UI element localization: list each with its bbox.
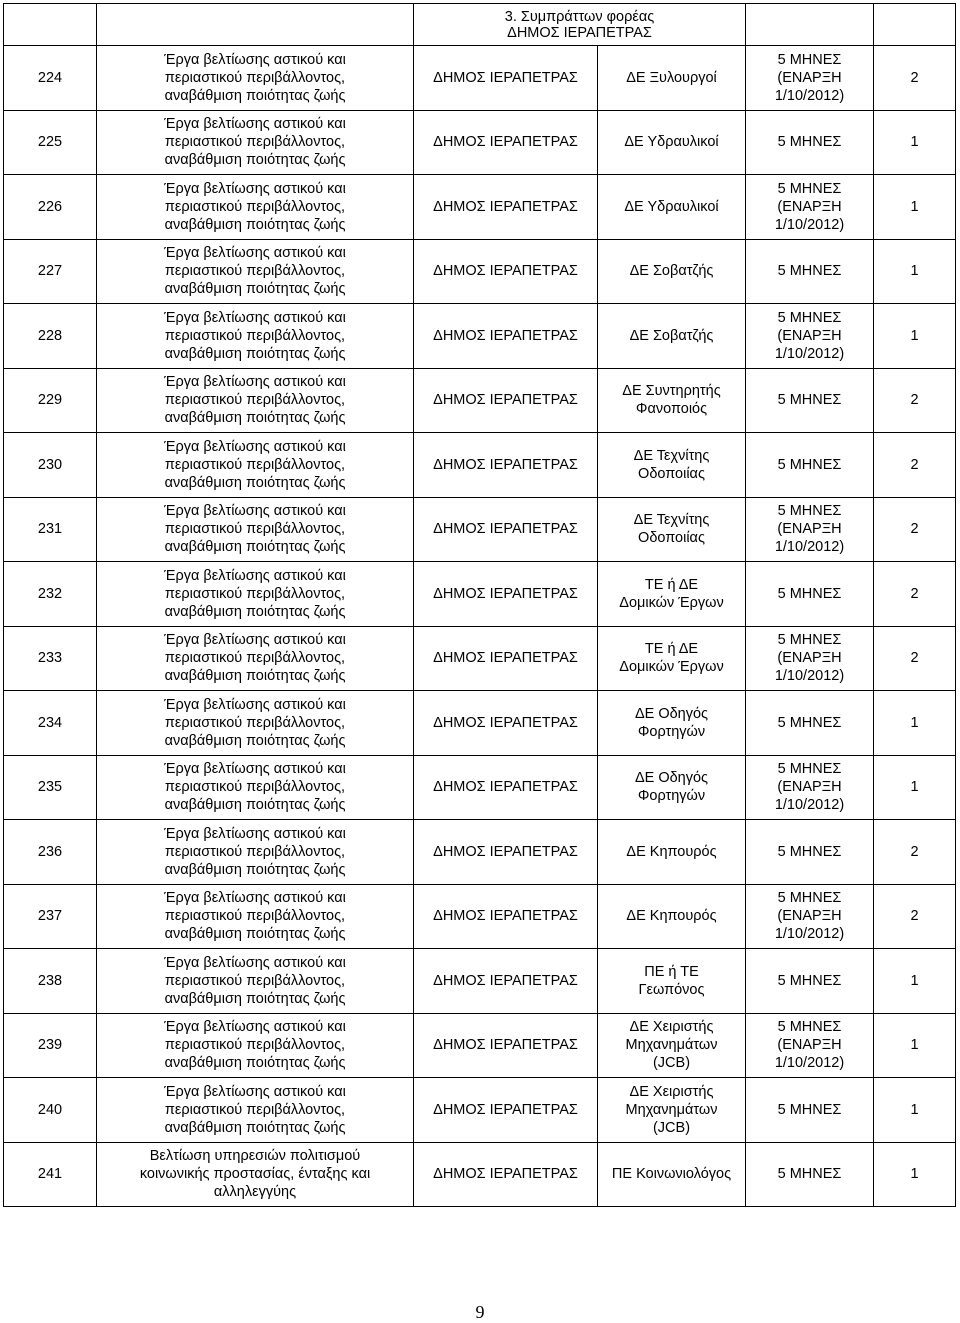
row-number: 237 — [4, 884, 97, 949]
row-duration-line: (ΕΝΑΡΞΗ — [777, 1037, 842, 1054]
row-duration-line: 1/10/2012) — [774, 87, 845, 104]
row-description-line: περιαστικού περιβάλλοντος, — [164, 585, 346, 602]
table-row — [4, 949, 956, 1014]
table-row — [4, 626, 956, 691]
row-specialty — [598, 691, 746, 756]
row-duration — [746, 497, 874, 562]
row-specialty-line: Δομικών Έργων — [619, 594, 724, 611]
row-specialty-line: ΔΕ Χειριστής — [629, 1083, 714, 1100]
row-duration-line: (ΕΝΑΡΞΗ — [777, 650, 842, 667]
row-count: 2 — [874, 562, 956, 627]
row-description — [97, 691, 414, 756]
row-duration-line: (ΕΝΑΡΞΗ — [777, 69, 842, 86]
row-specialty — [598, 626, 746, 691]
row-description-line: περιαστικού περιβάλλοντος, — [164, 521, 346, 538]
row-description — [97, 820, 414, 885]
header-cell-num — [4, 4, 97, 46]
row-description-line: αναβάθμιση ποιότητας ζωής — [164, 861, 346, 878]
row-description — [97, 884, 414, 949]
row-duration — [746, 368, 874, 433]
row-count: 2 — [874, 497, 956, 562]
row-description — [97, 433, 414, 498]
row-organization: ΔΗΜΟΣ ΙΕΡΑΠΕΤΡΑΣ — [414, 46, 598, 111]
row-specialty-line: Γεωπόνος — [638, 981, 705, 998]
row-duration-line: 5 ΜΗΝΕΣ — [777, 714, 842, 731]
row-description-line: αναβάθμιση ποιότητας ζωής — [164, 345, 346, 362]
row-description-line: Έργα βελτίωσης αστικού και — [164, 825, 346, 842]
row-specialty-line: Φανοποιός — [635, 401, 708, 418]
row-duration — [746, 755, 874, 820]
row-specialty — [598, 368, 746, 433]
row-specialty-line: ΔΕ Οδηγός — [634, 770, 709, 787]
row-duration-line: 5 ΜΗΝΕΣ — [777, 585, 842, 602]
row-specialty-line: ΠΕ Κοινωνιολόγος — [611, 1166, 732, 1183]
table-row — [4, 497, 956, 562]
row-duration-line: 5 ΜΗΝΕΣ — [777, 1166, 842, 1183]
row-description — [97, 562, 414, 627]
row-number: 230 — [4, 433, 97, 498]
row-duration-line: 1/10/2012) — [774, 668, 845, 685]
row-organization: ΔΗΜΟΣ ΙΕΡΑΠΕΤΡΑΣ — [414, 949, 598, 1014]
row-description — [97, 949, 414, 1014]
row-description — [97, 626, 414, 691]
row-specialty — [598, 1142, 746, 1207]
row-specialty-line: Μηχανημάτων — [625, 1037, 718, 1054]
row-specialty-line: ΔΕ Οδηγός — [634, 705, 709, 722]
row-specialty — [598, 949, 746, 1014]
row-duration-line: 1/10/2012) — [774, 926, 845, 943]
row-description-line: αναβάθμιση ποιότητας ζωής — [164, 668, 346, 685]
header-line-2: ΔΗΜΟΣ ΙΕΡΑΠΕΤΡΑΣ — [507, 24, 652, 41]
row-duration — [746, 884, 874, 949]
row-duration-line: 5 ΜΗΝΕΣ — [777, 503, 842, 520]
table-row — [4, 562, 956, 627]
row-count: 1 — [874, 175, 956, 240]
row-count: 1 — [874, 1013, 956, 1078]
row-description-line: Έργα βελτίωσης αστικού και — [164, 761, 346, 778]
row-duration-line: (ΕΝΑΡΞΗ — [777, 521, 842, 538]
row-count: 2 — [874, 626, 956, 691]
row-duration-line: 5 ΜΗΝΕΣ — [777, 632, 842, 649]
row-duration-line: 5 ΜΗΝΕΣ — [777, 263, 842, 280]
table-row — [4, 1013, 956, 1078]
row-count: 1 — [874, 755, 956, 820]
row-duration-line: 5 ΜΗΝΕΣ — [777, 51, 842, 68]
row-number: 241 — [4, 1142, 97, 1207]
table-row — [4, 691, 956, 756]
row-duration-line: 5 ΜΗΝΕΣ — [777, 1019, 842, 1036]
row-description — [97, 110, 414, 175]
row-description — [97, 175, 414, 240]
row-duration — [746, 820, 874, 885]
row-description — [97, 304, 414, 369]
header-line-1: 3. Συμπράττων φορέας — [504, 8, 655, 25]
row-description-line: Έργα βελτίωσης αστικού και — [164, 954, 346, 971]
row-description-line: κοινωνικής προστασίας, ένταξης και — [139, 1166, 371, 1183]
row-description-line: Έργα βελτίωσης αστικού και — [164, 1019, 346, 1036]
row-specialty-line: ΔΕ Τεχνίτης — [633, 512, 710, 529]
table-body — [4, 4, 956, 1207]
row-specialty — [598, 433, 746, 498]
row-duration-line: 5 ΜΗΝΕΣ — [777, 134, 842, 151]
row-description-line: περιαστικού περιβάλλοντος, — [164, 908, 346, 925]
row-duration-line: (ΕΝΑΡΞΗ — [777, 908, 842, 925]
table-row — [4, 433, 956, 498]
row-description-line: αναβάθμιση ποιότητας ζωής — [164, 603, 346, 620]
row-description-line: περιαστικού περιβάλλοντος, — [164, 392, 346, 409]
row-duration-line: (ΕΝΑΡΞΗ — [777, 198, 842, 215]
row-count: 1 — [874, 1078, 956, 1143]
row-number: 228 — [4, 304, 97, 369]
row-description-line: αναβάθμιση ποιότητας ζωής — [164, 797, 346, 814]
row-description-line: αναβάθμιση ποιότητας ζωής — [164, 732, 346, 749]
row-duration-line: 1/10/2012) — [774, 797, 845, 814]
row-number: 240 — [4, 1078, 97, 1143]
row-duration-line: 5 ΜΗΝΕΣ — [777, 180, 842, 197]
row-specialty-line: ΔΕ Σοβατζής — [629, 327, 714, 344]
row-description-line: περιαστικού περιβάλλοντος, — [164, 198, 346, 215]
row-number: 226 — [4, 175, 97, 240]
table-row — [4, 755, 956, 820]
row-specialty-line: ΔΕ Ξυλουργοί — [626, 69, 717, 86]
row-organization: ΔΗΜΟΣ ΙΕΡΑΠΕΤΡΑΣ — [414, 110, 598, 175]
row-specialty-line: ΤΕ ή ΔΕ — [644, 576, 699, 593]
row-specialty — [598, 175, 746, 240]
row-description-line: αναβάθμιση ποιότητας ζωής — [164, 1119, 346, 1136]
row-organization: ΔΗΜΟΣ ΙΕΡΑΠΕΤΡΑΣ — [414, 1142, 598, 1207]
row-description-line: Έργα βελτίωσης αστικού και — [164, 567, 346, 584]
row-specialty-line: Οδοποιίας — [638, 465, 705, 482]
row-description-line: περιαστικού περιβάλλοντος, — [164, 779, 346, 796]
row-duration-line: 5 ΜΗΝΕΣ — [777, 1101, 842, 1118]
row-duration — [746, 433, 874, 498]
row-organization: ΔΗΜΟΣ ΙΕΡΑΠΕΤΡΑΣ — [414, 820, 598, 885]
row-duration-line: (ΕΝΑΡΞΗ — [777, 327, 842, 344]
row-organization: ΔΗΜΟΣ ΙΕΡΑΠΕΤΡΑΣ — [414, 497, 598, 562]
row-duration-line: 5 ΜΗΝΕΣ — [777, 972, 842, 989]
row-duration — [746, 1013, 874, 1078]
row-description — [97, 1078, 414, 1143]
row-specialty — [598, 884, 746, 949]
positions-table — [3, 3, 956, 1207]
table-row — [4, 1078, 956, 1143]
row-description-line: Έργα βελτίωσης αστικού και — [164, 245, 346, 262]
row-description-line: περιαστικού περιβάλλοντος, — [164, 1037, 346, 1054]
row-duration — [746, 949, 874, 1014]
row-description-line: περιαστικού περιβάλλοντος, — [164, 1101, 346, 1118]
row-specialty-line: ΔΕ Χειριστής — [629, 1019, 714, 1036]
row-count: 1 — [874, 239, 956, 304]
row-description-line: αναβάθμιση ποιότητας ζωής — [164, 281, 346, 298]
row-organization: ΔΗΜΟΣ ΙΕΡΑΠΕΤΡΑΣ — [414, 562, 598, 627]
row-duration — [746, 110, 874, 175]
row-description-line: Έργα βελτίωσης αστικού και — [164, 116, 346, 133]
row-description-line: αναβάθμιση ποιότητας ζωής — [164, 926, 346, 943]
row-count: 1 — [874, 691, 956, 756]
row-description-line: Έργα βελτίωσης αστικού και — [164, 632, 346, 649]
row-specialty-line: (JCB) — [652, 1119, 691, 1136]
row-description — [97, 46, 414, 111]
row-specialty-line: ΔΕ Τεχνίτης — [633, 447, 710, 464]
row-description-line: αναβάθμιση ποιότητας ζωής — [164, 410, 346, 427]
row-number: 229 — [4, 368, 97, 433]
row-number: 232 — [4, 562, 97, 627]
row-description-line: περιαστικού περιβάλλοντος, — [164, 263, 346, 280]
row-number: 227 — [4, 239, 97, 304]
row-specialty-line: ΔΕ Υδραυλικοί — [624, 134, 719, 151]
row-specialty — [598, 562, 746, 627]
row-description-line: Έργα βελτίωσης αστικού και — [164, 696, 346, 713]
row-duration — [746, 691, 874, 756]
row-specialty-line: ΠΕ ή ΤΕ — [644, 963, 699, 980]
row-description-line: Έργα βελτίωσης αστικού και — [164, 1083, 346, 1100]
row-specialty — [598, 1078, 746, 1143]
row-description-line: περιαστικού περιβάλλοντος, — [164, 327, 346, 344]
row-count: 2 — [874, 368, 956, 433]
row-organization: ΔΗΜΟΣ ΙΕΡΑΠΕΤΡΑΣ — [414, 884, 598, 949]
row-specialty — [598, 239, 746, 304]
row-duration-line: 1/10/2012) — [774, 1055, 845, 1072]
row-duration-line: 5 ΜΗΝΕΣ — [777, 456, 842, 473]
row-specialty-line: ΔΕ Κηπουρός — [626, 908, 717, 925]
row-number: 239 — [4, 1013, 97, 1078]
row-description — [97, 1142, 414, 1207]
row-description — [97, 755, 414, 820]
row-specialty-line: Φορτηγών — [637, 788, 706, 805]
row-count: 2 — [874, 884, 956, 949]
table-row — [4, 884, 956, 949]
row-specialty — [598, 110, 746, 175]
table-row — [4, 820, 956, 885]
page-number: 9 — [475, 1302, 485, 1322]
table-row — [4, 304, 956, 369]
row-description-line: περιαστικού περιβάλλοντος, — [164, 650, 346, 667]
row-duration — [746, 1078, 874, 1143]
row-specialty-line: Οδοποιίας — [638, 530, 705, 547]
row-specialty-line: ΔΕ Κηπουρός — [626, 843, 717, 860]
row-count: 2 — [874, 820, 956, 885]
table-row — [4, 368, 956, 433]
row-duration-line: 5 ΜΗΝΕΣ — [777, 890, 842, 907]
row-duration — [746, 239, 874, 304]
row-description-line: αναβάθμιση ποιότητας ζωής — [164, 539, 346, 556]
row-specialty — [598, 497, 746, 562]
row-specialty-line: ΔΕ Σοβατζής — [629, 263, 714, 280]
row-organization: ΔΗΜΟΣ ΙΕΡΑΠΕΤΡΑΣ — [414, 304, 598, 369]
row-duration — [746, 1142, 874, 1207]
row-specialty — [598, 304, 746, 369]
row-specialty-line: ΔΕ Συντηρητής — [622, 383, 721, 400]
table-row — [4, 239, 956, 304]
row-duration-line: 5 ΜΗΝΕΣ — [777, 843, 842, 860]
row-description-line: Έργα βελτίωσης αστικού και — [164, 51, 346, 68]
row-count: 1 — [874, 304, 956, 369]
row-description-line: Έργα βελτίωσης αστικού και — [164, 503, 346, 520]
row-specialty-line: (JCB) — [652, 1055, 691, 1072]
row-description — [97, 497, 414, 562]
table-row — [4, 46, 956, 111]
row-count: 1 — [874, 949, 956, 1014]
row-organization: ΔΗΜΟΣ ΙΕΡΑΠΕΤΡΑΣ — [414, 433, 598, 498]
row-duration-line: 5 ΜΗΝΕΣ — [777, 309, 842, 326]
row-organization: ΔΗΜΟΣ ΙΕΡΑΠΕΤΡΑΣ — [414, 626, 598, 691]
row-description-line: Έργα βελτίωσης αστικού και — [164, 438, 346, 455]
row-description — [97, 1013, 414, 1078]
row-description — [97, 368, 414, 433]
row-description-line: αναβάθμιση ποιότητας ζωής — [164, 990, 346, 1007]
row-description-line: αναβάθμιση ποιότητας ζωής — [164, 216, 346, 233]
header-cell-desc — [97, 4, 414, 46]
row-number: 224 — [4, 46, 97, 111]
row-description-line: περιαστικού περιβάλλοντος, — [164, 69, 346, 86]
row-description-line: περιαστικού περιβάλλοντος, — [164, 134, 346, 151]
row-number: 236 — [4, 820, 97, 885]
row-description-line: Έργα βελτίωσης αστικού και — [164, 890, 346, 907]
row-description-line: Έργα βελτίωσης αστικού και — [164, 374, 346, 391]
row-specialty-line: Μηχανημάτων — [625, 1101, 718, 1118]
row-count: 2 — [874, 46, 956, 111]
row-specialty-line: Φορτηγών — [637, 723, 706, 740]
row-specialty — [598, 820, 746, 885]
row-description-line: αναβάθμιση ποιότητας ζωής — [164, 474, 346, 491]
row-description-line: περιαστικού περιβάλλοντος, — [164, 843, 346, 860]
row-duration — [746, 626, 874, 691]
row-count: 2 — [874, 433, 956, 498]
row-number: 233 — [4, 626, 97, 691]
row-description-line: Βελτίωση υπηρεσιών πολιτισμού — [149, 1148, 361, 1165]
header-cell-count — [874, 4, 956, 46]
row-number: 235 — [4, 755, 97, 820]
table-header-row — [4, 4, 956, 46]
row-description-line: περιαστικού περιβάλλοντος, — [164, 714, 346, 731]
row-organization: ΔΗΜΟΣ ΙΕΡΑΠΕΤΡΑΣ — [414, 368, 598, 433]
row-organization: ΔΗΜΟΣ ΙΕΡΑΠΕΤΡΑΣ — [414, 691, 598, 756]
row-description-line: αναβάθμιση ποιότητας ζωής — [164, 1055, 346, 1072]
row-number: 231 — [4, 497, 97, 562]
row-description-line: Έργα βελτίωσης αστικού και — [164, 180, 346, 197]
table-row — [4, 1142, 956, 1207]
row-duration-line: 1/10/2012) — [774, 216, 845, 233]
row-duration — [746, 175, 874, 240]
row-specialty-line: ΔΕ Υδραυλικοί — [624, 198, 719, 215]
row-description-line: αλληλεγγύης — [213, 1184, 297, 1201]
table-row — [4, 175, 956, 240]
row-specialty — [598, 755, 746, 820]
row-specialty-line: ΤΕ ή ΔΕ — [644, 641, 699, 658]
header-cell-partner — [414, 4, 746, 46]
row-organization: ΔΗΜΟΣ ΙΕΡΑΠΕΤΡΑΣ — [414, 1078, 598, 1143]
row-specialty — [598, 46, 746, 111]
row-description-line: Έργα βελτίωσης αστικού και — [164, 309, 346, 326]
row-organization: ΔΗΜΟΣ ΙΕΡΑΠΕΤΡΑΣ — [414, 755, 598, 820]
row-duration-line: 5 ΜΗΝΕΣ — [777, 761, 842, 778]
row-duration-line: 5 ΜΗΝΕΣ — [777, 392, 842, 409]
row-count: 1 — [874, 1142, 956, 1207]
row-number: 225 — [4, 110, 97, 175]
row-specialty-line: Δομικών Έργων — [619, 659, 724, 676]
row-description-line: περιαστικού περιβάλλοντος, — [164, 972, 346, 989]
row-duration-line: 1/10/2012) — [774, 539, 845, 556]
row-description-line: περιαστικού περιβάλλοντος, — [164, 456, 346, 473]
row-organization: ΔΗΜΟΣ ΙΕΡΑΠΕΤΡΑΣ — [414, 175, 598, 240]
row-duration — [746, 304, 874, 369]
header-cell-duration — [746, 4, 874, 46]
row-duration-line: 1/10/2012) — [774, 345, 845, 362]
table-row — [4, 110, 956, 175]
row-count: 1 — [874, 110, 956, 175]
row-duration-line: (ΕΝΑΡΞΗ — [777, 779, 842, 796]
row-description-line: αναβάθμιση ποιότητας ζωής — [164, 152, 346, 169]
row-description — [97, 239, 414, 304]
row-organization: ΔΗΜΟΣ ΙΕΡΑΠΕΤΡΑΣ — [414, 239, 598, 304]
row-specialty — [598, 1013, 746, 1078]
row-number: 238 — [4, 949, 97, 1014]
row-description-line: αναβάθμιση ποιότητας ζωής — [164, 87, 346, 104]
row-organization: ΔΗΜΟΣ ΙΕΡΑΠΕΤΡΑΣ — [414, 1013, 598, 1078]
row-duration — [746, 46, 874, 111]
row-duration — [746, 562, 874, 627]
row-number: 234 — [4, 691, 97, 756]
